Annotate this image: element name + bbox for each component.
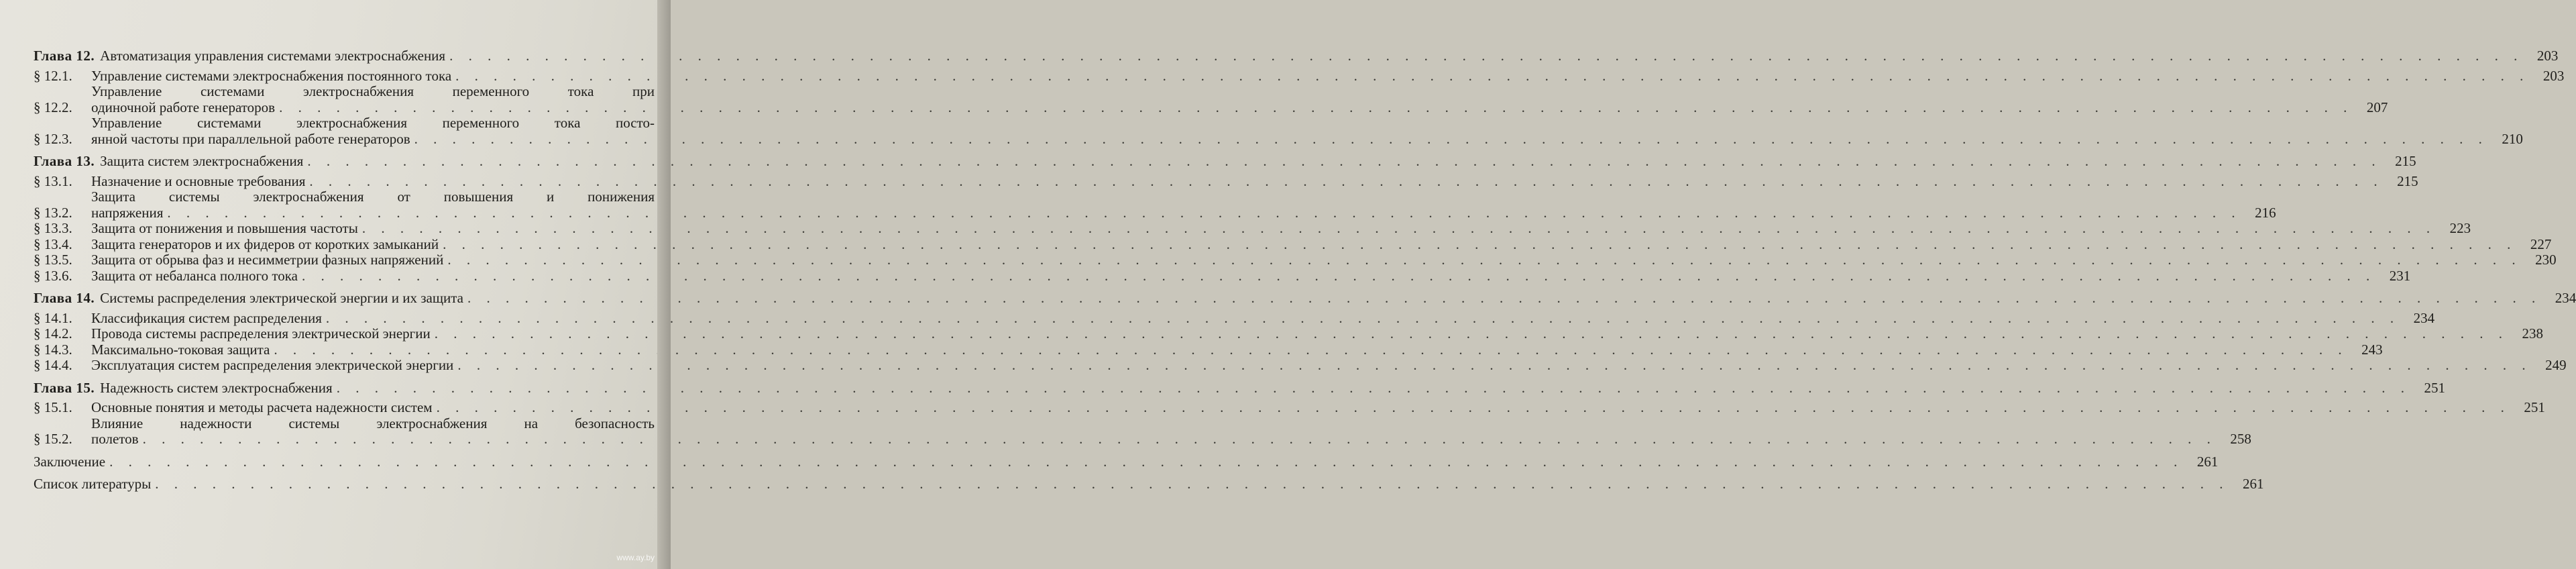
section-number: § 13.1. (34, 172, 72, 189)
section-entry (34, 309, 2435, 327)
dot-leader (449, 48, 2523, 64)
entry-title-line: полетов (91, 431, 139, 447)
page-number: 238 (2522, 325, 2544, 342)
dot-leader (155, 476, 2229, 493)
page-number: 203 (2542, 67, 2565, 84)
chapter-entry (34, 153, 2416, 170)
dot-leader (309, 174, 2383, 190)
entry-title-line: Управление системами электроснабжения переменного тока при (91, 83, 655, 99)
dot-leader (435, 326, 2508, 342)
entry-title-line: Надежность систем электроснабжения (100, 379, 333, 396)
section-number: § 14.3. (34, 341, 72, 358)
page-number: 210 (2502, 130, 2523, 147)
entry-title-line: Защита системы электроснабжения от повышения и понижения (91, 189, 655, 205)
section-entry (34, 252, 2557, 268)
page-number: 251 (2424, 379, 2445, 396)
entry-title-line: Эксплуатация систем распределения электрической энергии (91, 357, 454, 373)
toc-entry (34, 476, 2264, 493)
page-number: 215 (2397, 172, 2418, 189)
section-number: § 15.2. (34, 431, 72, 447)
entry-title-line: Системы распределения электрической энергии и их защита (100, 290, 464, 306)
page-number: 216 (2255, 204, 2276, 221)
entry-title-line: Управление системами электроснабжения постоянного тока (91, 67, 452, 84)
page-number: 261 (2196, 453, 2219, 470)
chapter-entry (34, 290, 2576, 307)
dot-leader (326, 311, 2400, 327)
section-number: § 12.2. (34, 99, 72, 115)
page-number: 227 (2530, 236, 2552, 252)
entry-title-line: Защита от понижения и повышения частоты (91, 220, 358, 236)
chapter-number: Глава 12. (34, 48, 95, 64)
section-entry (34, 189, 2276, 221)
entry-title-line: Провода системы распределения электрической энергии (91, 325, 431, 342)
page-number: 234 (2555, 290, 2576, 306)
section-number: § 12.1. (34, 67, 72, 84)
section-entry (34, 172, 2418, 190)
dot-leader (362, 221, 2436, 237)
page-number: 215 (2395, 153, 2416, 169)
dot-leader (307, 154, 2381, 170)
section-entry (34, 415, 2251, 448)
entry-title-line: Основные понятия и методы расчета надежности систем (91, 399, 433, 415)
entry-title-line: Заключение (34, 453, 106, 470)
entry-title-line: Защита систем электроснабжения (100, 153, 304, 169)
entry-title-line: Защита от обрыва фаз и несимметрии фазных напряжений (91, 252, 444, 268)
entry-title-line: Управление системами электроснабжения переменного тока посто- (91, 115, 655, 131)
entry-title-line: Классификация систем распределения (91, 309, 322, 326)
section-entry (34, 267, 2411, 284)
dot-leader (455, 68, 2529, 85)
section-entry (34, 357, 2567, 374)
section-number: § 14.1. (34, 309, 72, 326)
dot-leader (167, 205, 2241, 221)
section-entry (34, 67, 2565, 85)
entry-title-line: напряжения (91, 204, 164, 221)
entry-title-line: янной частоты при параллельной работе генераторов (91, 130, 410, 147)
section-number: § 12.3. (34, 130, 72, 147)
dot-leader (447, 252, 2521, 268)
dot-leader (274, 342, 2347, 358)
page-number: 207 (2366, 99, 2388, 115)
entry-title-line: Автоматизация управления системами электроснабжения (100, 48, 446, 64)
dot-leader (437, 400, 2510, 416)
section-number: § 14.2. (34, 325, 72, 342)
dot-leader (443, 237, 2516, 253)
page-number: 249 (2545, 357, 2567, 373)
page-number: 234 (2413, 309, 2435, 326)
page-number: 251 (2524, 399, 2545, 415)
section-number: § 13.5. (34, 252, 72, 268)
section-number: § 14.4. (34, 357, 72, 373)
section-number: § 13.2. (34, 204, 72, 221)
entry-title-line: Защита генераторов и их фидеров от коротких замыканий (91, 236, 439, 252)
chapter-number: Глава 13. (34, 153, 95, 169)
dot-leader (414, 132, 2488, 148)
page-number: 231 (2389, 267, 2411, 284)
chapter-number: Глава 14. (34, 290, 95, 306)
page-number: 243 (2361, 341, 2383, 358)
site-watermark: www.ay.by (616, 553, 655, 562)
table-of-contents (34, 48, 2576, 493)
section-number: § 13.4. (34, 236, 72, 252)
chapter-entry (34, 48, 2559, 64)
section-entry (34, 341, 2383, 358)
entry-title-line: Список литературы (34, 476, 152, 492)
toc-entry (34, 453, 2219, 470)
entry-title-line: одиночной работе генераторов (91, 99, 276, 115)
entry-title-line: Максимально-токовая защита (91, 341, 270, 358)
entry-title-line: Влияние надежности системы электроснабжения на безопасность (91, 415, 655, 431)
dot-leader (457, 358, 2531, 374)
book-spine-edge (657, 0, 671, 569)
section-entry (34, 325, 2544, 342)
dot-leader (143, 431, 2217, 448)
section-number: § 13.3. (34, 220, 72, 236)
page-number: 230 (2535, 252, 2557, 268)
dot-leader (109, 454, 2183, 470)
section-entry (34, 399, 2545, 416)
section-entry (34, 236, 2552, 253)
dot-leader (279, 100, 2353, 116)
section-entry (34, 83, 2388, 115)
section-number: § 15.1. (34, 399, 72, 415)
page-number: 261 (2243, 476, 2264, 492)
page-number: 258 (2230, 431, 2251, 447)
section-entry (34, 115, 2523, 147)
page-number: 203 (2536, 48, 2559, 64)
dot-leader (302, 268, 2375, 284)
chapter-number: Глава 15. (34, 379, 95, 396)
section-number: § 13.6. (34, 267, 72, 284)
entry-title-line: Защита от небаланса полного тока (91, 267, 298, 284)
chapter-entry (34, 379, 2445, 397)
entry-title-line: Назначение и основные требования (91, 172, 306, 189)
page-number: 223 (2449, 220, 2471, 236)
dot-leader (337, 380, 2410, 397)
dot-leader (467, 291, 2541, 307)
section-entry (34, 220, 2471, 237)
